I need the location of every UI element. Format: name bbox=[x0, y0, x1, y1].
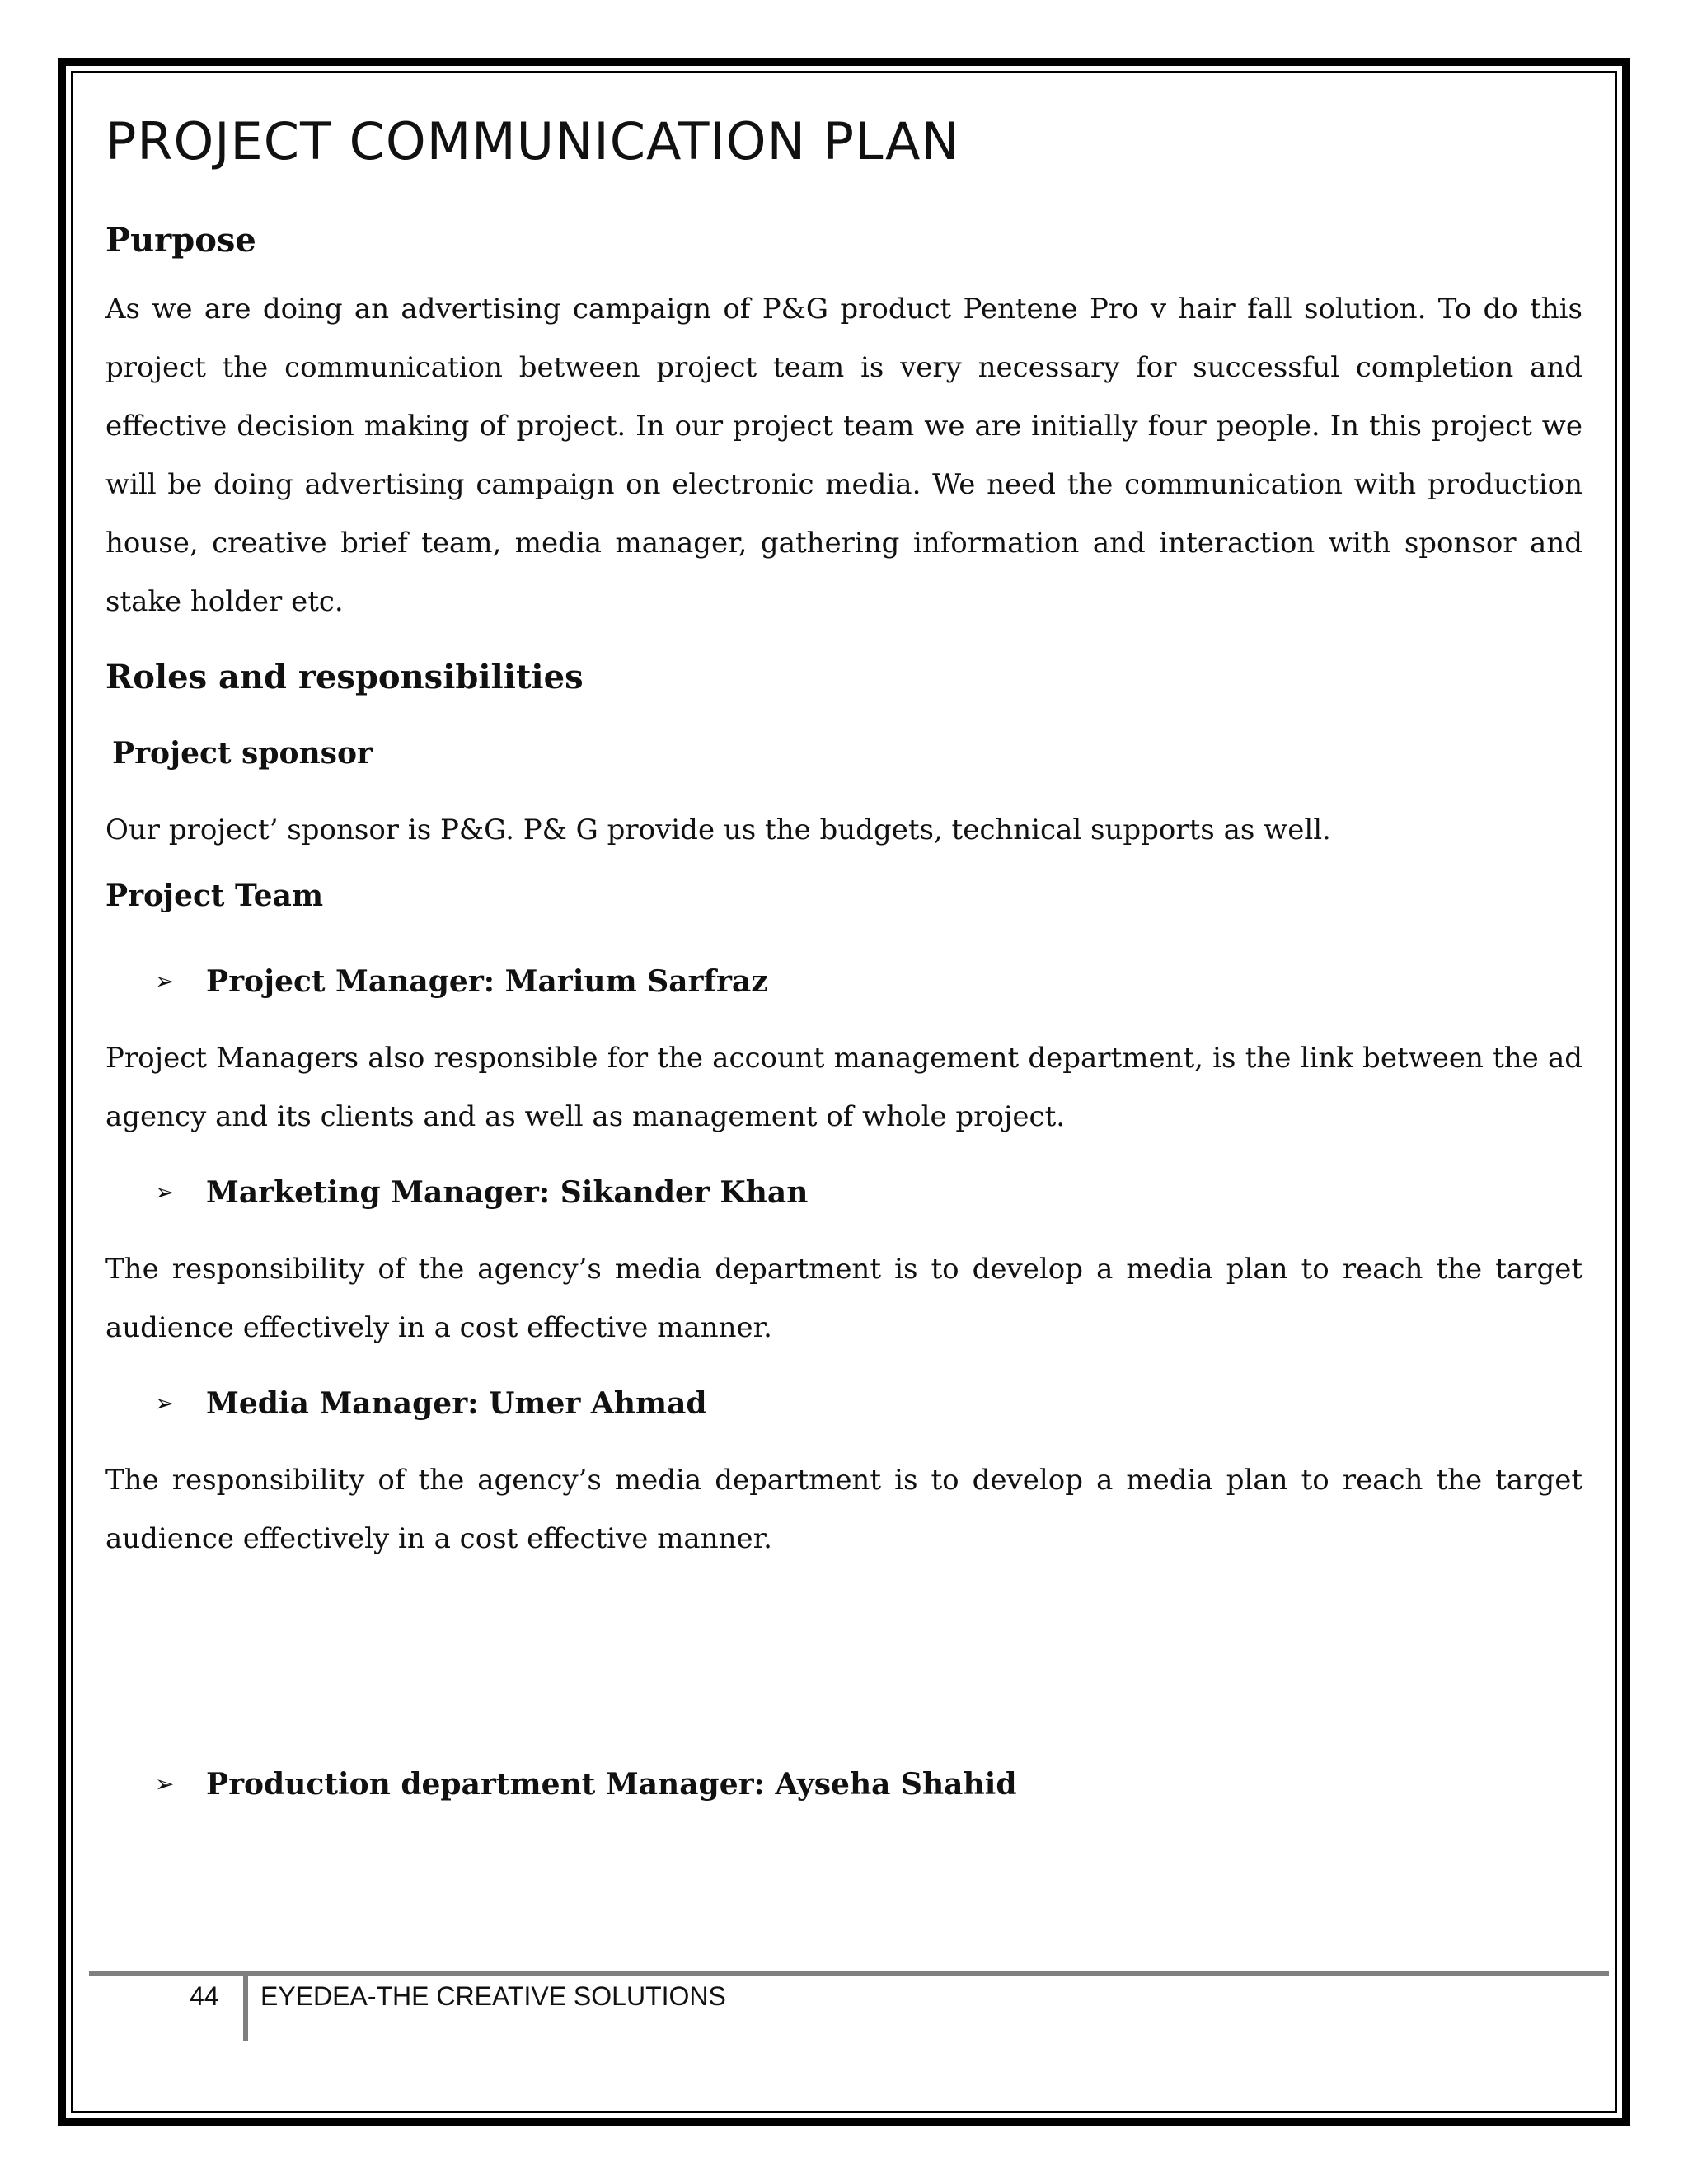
arrow-bullet-icon: ➢ bbox=[155, 1179, 175, 1206]
team-member-bullet bbox=[106, 963, 1582, 1000]
arrow-bullet-icon: ➢ bbox=[155, 1770, 175, 1797]
footer-separator bbox=[243, 1975, 248, 2041]
purpose-paragraph: As we are doing an advertising campaign of P&G product Pentene Pro v hair fall solution. To do this project the communication between project team is very necessary for successful completion and effective decision making of project. In our project team we are initially four people. In this project we will be doing advertising campaign on electronic media. We need the communication with production house, creative brief team, media manager, gathering information and interaction with sponsor and stake holder etc. bbox=[106, 293, 1582, 618]
arrow-bullet-icon: ➢ bbox=[155, 1390, 175, 1417]
purpose-heading: Purpose bbox=[106, 221, 256, 260]
page-number: 44 bbox=[190, 1981, 219, 2011]
project-manager-title: Project Manager: Marium Sarfraz bbox=[206, 964, 768, 999]
team-member-bullet bbox=[106, 1174, 1582, 1211]
team-member-bullet bbox=[106, 1766, 1582, 1802]
project-manager-paragraph: Project Managers also responsible for the account management department, is the link between the ad agency and its clients and as well as management of whole project. bbox=[106, 1042, 1582, 1133]
team-heading: Project Team bbox=[106, 879, 324, 913]
roles-heading: Roles and responsibilities bbox=[106, 658, 584, 696]
arrow-bullet-icon: ➢ bbox=[155, 968, 175, 995]
team-member-bullet bbox=[106, 1385, 1582, 1422]
media-manager-title: Media Manager: Umer Ahmad bbox=[206, 1386, 707, 1421]
marketing-manager-paragraph: The responsibility of the agency’s media department is to develop a media plan to reach the target audience effectively in a cost effective manner. bbox=[106, 1253, 1582, 1344]
footer-company-name: EYEDEA-THE CREATIVE SOLUTIONS bbox=[260, 1981, 726, 2011]
page-title: PROJECT COMMUNICATION PLAN bbox=[106, 111, 960, 171]
sponsor-paragraph: Our project’ sponsor is P&G. P& G provide us the budgets, technical supports as well. bbox=[106, 813, 1331, 846]
media-manager-paragraph: The responsibility of the agency’s media department is to develop a media plan to reach the target audience effectively in a cost effective manner. bbox=[106, 1464, 1582, 1555]
production-manager-title: Production department Manager: Ayseha Shahid bbox=[206, 1767, 1017, 1802]
page-content bbox=[106, 99, 1582, 1802]
footer-divider bbox=[89, 1971, 1609, 1976]
marketing-manager-title: Marketing Manager: Sikander Khan bbox=[206, 1175, 809, 1210]
sponsor-heading: Project sponsor bbox=[112, 736, 373, 771]
